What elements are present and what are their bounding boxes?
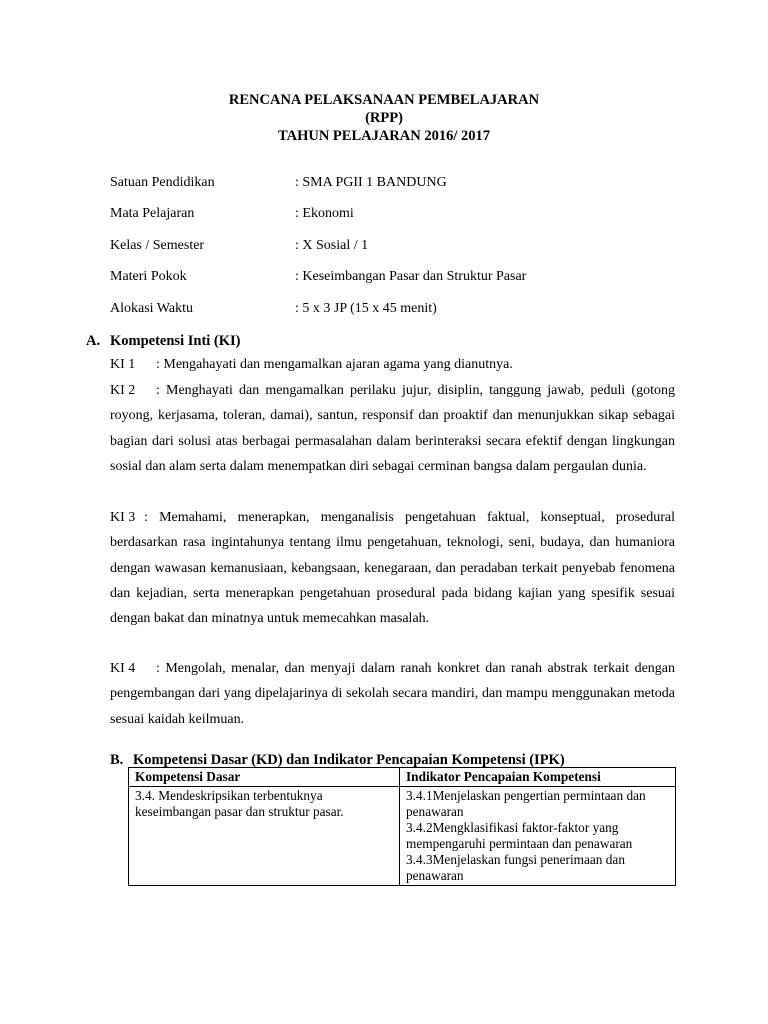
identity-value: : Ekonomi xyxy=(295,206,354,221)
ki-text: : Memahami, menerapkan, menganalisis pengetahuan faktual, konseptual, prosedural berdasarkan rasa ingintahunya tentang ilmu pengetahuan, teknologi, seni, budaya, dan humaniora dengan wawasan kemanusiaan, kebangsaan, kenegaraan, dan peradaban terkait penyebab fenomena dan kejadian, serta menerapkan pengetahuan prosedural pada bidang kajian yang spesifik sesuai dengan bakat dan minatnya untuk memecahkan masalah. xyxy=(110,510,675,627)
table-row xyxy=(129,787,676,886)
ipk-item xyxy=(406,788,669,820)
identity-label: Materi Pokok xyxy=(110,269,187,284)
identity-label: Alokasi Waktu xyxy=(110,301,193,316)
kd-cell xyxy=(129,787,400,886)
ki-4 xyxy=(110,656,675,732)
ki-text: : Menghayati dan mengamalkan perilaku jujur, disiplin, tanggung jawab, peduli (gotong royong, kerjasama, toleran, damai), santun, responsif dan proaktif dan menunjukkan sikap sebagai bagian dari solusi atas berbagai permasalahan dalam berinteraksi secara efektif dengan lingkungan sosial dan alam serta dalam menempatkan diri sebagai cerminan bangsa dalam pergaulan dunia. xyxy=(110,383,675,474)
identity-value: : Keseimbangan Pasar dan Struktur Pasar xyxy=(295,269,527,284)
ki-text: : Mengolah, menalar, dan menyaji dalam ranah konkret dan ranah abstrak terkait dengan pengembangan dari yang dipelajarinya di sekolah secara mandiri, dan mampu menggunakan metoda sesuai kaidah keilmuan. xyxy=(110,661,675,727)
section-b-title: Kompetensi Dasar (KD) dan Indikator Pencapaian Kompetensi (IPK) xyxy=(133,752,565,768)
section-b-letter: B. xyxy=(110,752,124,768)
identity-label: Satuan Pendidikan xyxy=(110,175,215,190)
kd-ipk-table xyxy=(128,767,676,886)
identity-label: Mata Pelajaran xyxy=(110,206,195,221)
ki-code: KI 1 xyxy=(110,357,136,372)
ipk-number: 3.4.3 xyxy=(406,852,433,867)
ipk-cell xyxy=(400,787,676,886)
ki-2 xyxy=(110,378,675,479)
ki-3 xyxy=(110,505,675,631)
identity-value: : X Sosial / 1 xyxy=(295,238,369,253)
ki-code: KI 4 xyxy=(110,661,136,676)
ki-text: : Mengahayati dan mengamalkan ajaran agama yang dianutnya. xyxy=(156,357,513,372)
table-header-ipk: Indikator Pencapaian Kompetensi xyxy=(400,768,676,787)
table-header-kd: Kompetensi Dasar xyxy=(129,768,400,787)
identity-value: : SMA PGII 1 BANDUNG xyxy=(295,175,447,190)
section-a-title: Kompetensi Inti (KI) xyxy=(110,333,241,349)
doc-academic-year: TAHUN PELAJARAN 2016/ 2017 xyxy=(278,128,490,144)
table-header-row xyxy=(129,768,676,787)
ipk-text-line2: penawaran xyxy=(406,868,464,883)
doc-title: RENCANA PELAKSANAAN PEMBELAJARAN xyxy=(228,92,540,108)
kd-text: 3.4. Mendeskripsikan terbentuknya keseimbangan pasar dan struktur pasar. xyxy=(135,788,344,819)
ki-code: KI 3 xyxy=(110,510,136,525)
identity-value: : 5 x 3 JP (15 x 45 menit) xyxy=(295,301,437,316)
ipk-text-line2: mempengaruhi permintaan dan penawaran xyxy=(406,836,633,851)
section-a-letter: A. xyxy=(86,333,101,349)
ipk-text-line1: Menjelaskan pengertian permintaan xyxy=(432,788,624,803)
ipk-text-line2: dan penawaran xyxy=(406,788,646,819)
ipk-item xyxy=(406,820,669,852)
ki-1 xyxy=(110,352,675,377)
ki-code: KI 2 xyxy=(110,383,136,398)
ipk-text-line1: Mengklasifikasi faktor-faktor yang xyxy=(432,820,619,835)
doc-subtitle-rpp: (RPP) xyxy=(365,110,403,126)
ipk-number: 3.4.1 xyxy=(406,788,433,803)
identity-label: Kelas / Semester xyxy=(110,238,205,253)
ipk-item xyxy=(406,852,669,884)
ipk-text-line1: Menjelaskan fungsi penerimaan dan xyxy=(432,852,625,867)
ipk-number: 3.4.2 xyxy=(406,820,433,835)
